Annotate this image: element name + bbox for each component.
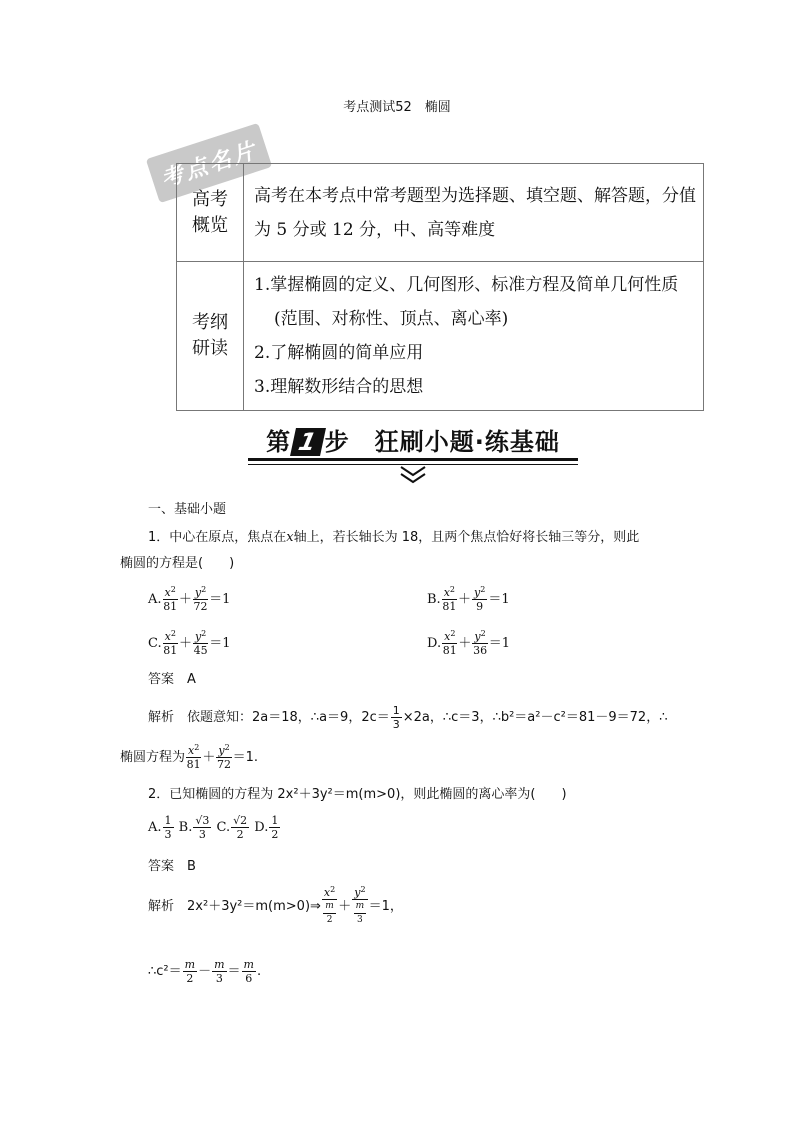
overview-head-1: 高考 概览 — [177, 164, 244, 262]
banner-pre: 第 — [266, 428, 292, 456]
banner-rule — [248, 458, 578, 461]
q1-option-c: C. $\frac{x^2}{81}$ ＋ $\frac{y^2}{45}$ ＝1 — [148, 629, 231, 657]
q1-stem: 1．中心在原点，焦点在x轴上，若长轴长为 18，且两个焦点恰好将长轴三等分，则此 — [148, 530, 640, 545]
outline-item-3: 3.理解数形结合的思想 — [254, 377, 424, 397]
overview-head-2: 考纲 研读 — [177, 262, 244, 411]
q2-therefore: ∴c²＝ $\frac{m}{2}$ － $\frac{m}{3}$ ＝ $\frac{m}{6}$ . — [148, 958, 262, 985]
q2-answer: 答案 B — [148, 859, 196, 874]
banner-number: 1 — [290, 428, 326, 456]
q2-stem: 2．已知椭圆的方程为 2x²＋3y²＝m(m>0)，则此椭圆的离心率为( ) — [148, 787, 567, 802]
banner-text: 步 狂刷小题·练基础 — [324, 428, 560, 456]
overview-body-1: 高考在本考点中常考题型为选择题、填空题、解答题，分值为 5 分或 12 分，中、高等难度 — [244, 164, 704, 262]
q1-answer: 答案 A — [148, 672, 196, 687]
outline-item-2: 2.了解椭圆的简单应用 — [254, 343, 424, 363]
overview-body-2 — [244, 262, 704, 411]
stamp-logo: 考点名片 — [146, 123, 272, 203]
q1-option-a: A. $\frac{x^2}{81}$ ＋ $\frac{y^2}{72}$ ＝1 — [148, 585, 231, 613]
q1-option-b: B. $\frac{x^2}{81}$ ＋ $\frac{y^2}{9}$ ＝1 — [427, 585, 510, 613]
double-chevron-down-icon — [395, 464, 431, 486]
q1-option-d: D. $\frac{x^2}{81}$ ＋ $\frac{y^2}{36}$ ＝1 — [427, 629, 511, 657]
step-banner — [248, 418, 578, 488]
q1-analysis: 解析 依题意知：2a＝18，∴a＝9，2c＝ $\frac{1}{3}$ ×2a，∴c＝3，∴b²＝a²－c²＝81－9＝72，∴ — [148, 704, 668, 731]
q2-options: A. $\frac{1}{3}$ B. $\frac{√3}{3}$ C. $\frac{√2}{2}$ D. $\frac{1}{2}$ — [148, 814, 279, 841]
section-title: 一、基础小题 — [148, 502, 227, 517]
outline-item-1: 1.掌握椭圆的定义、几何图形、标准方程及简单几何性质(范围、对称性、顶点、离心率) — [254, 275, 679, 329]
q1-analysis-line2: 椭圆方程为 $\frac{x^2}{81}$ ＋ $\frac{y^2}{72}$ ＝1. — [120, 743, 259, 771]
overview-table — [176, 163, 704, 411]
page-title: 考点测试52 椭圆 — [343, 100, 451, 115]
q1-stem-line2: 椭圆的方程是( ) — [120, 556, 235, 571]
q2-analysis: 解析 2x²＋3y²＝m(m>0)⇒ $\frac{x^2}{\frac{m}{2}}$ ＋ $\frac{y^2}{\frac{m}{3}}$ ＝1， — [148, 885, 403, 925]
